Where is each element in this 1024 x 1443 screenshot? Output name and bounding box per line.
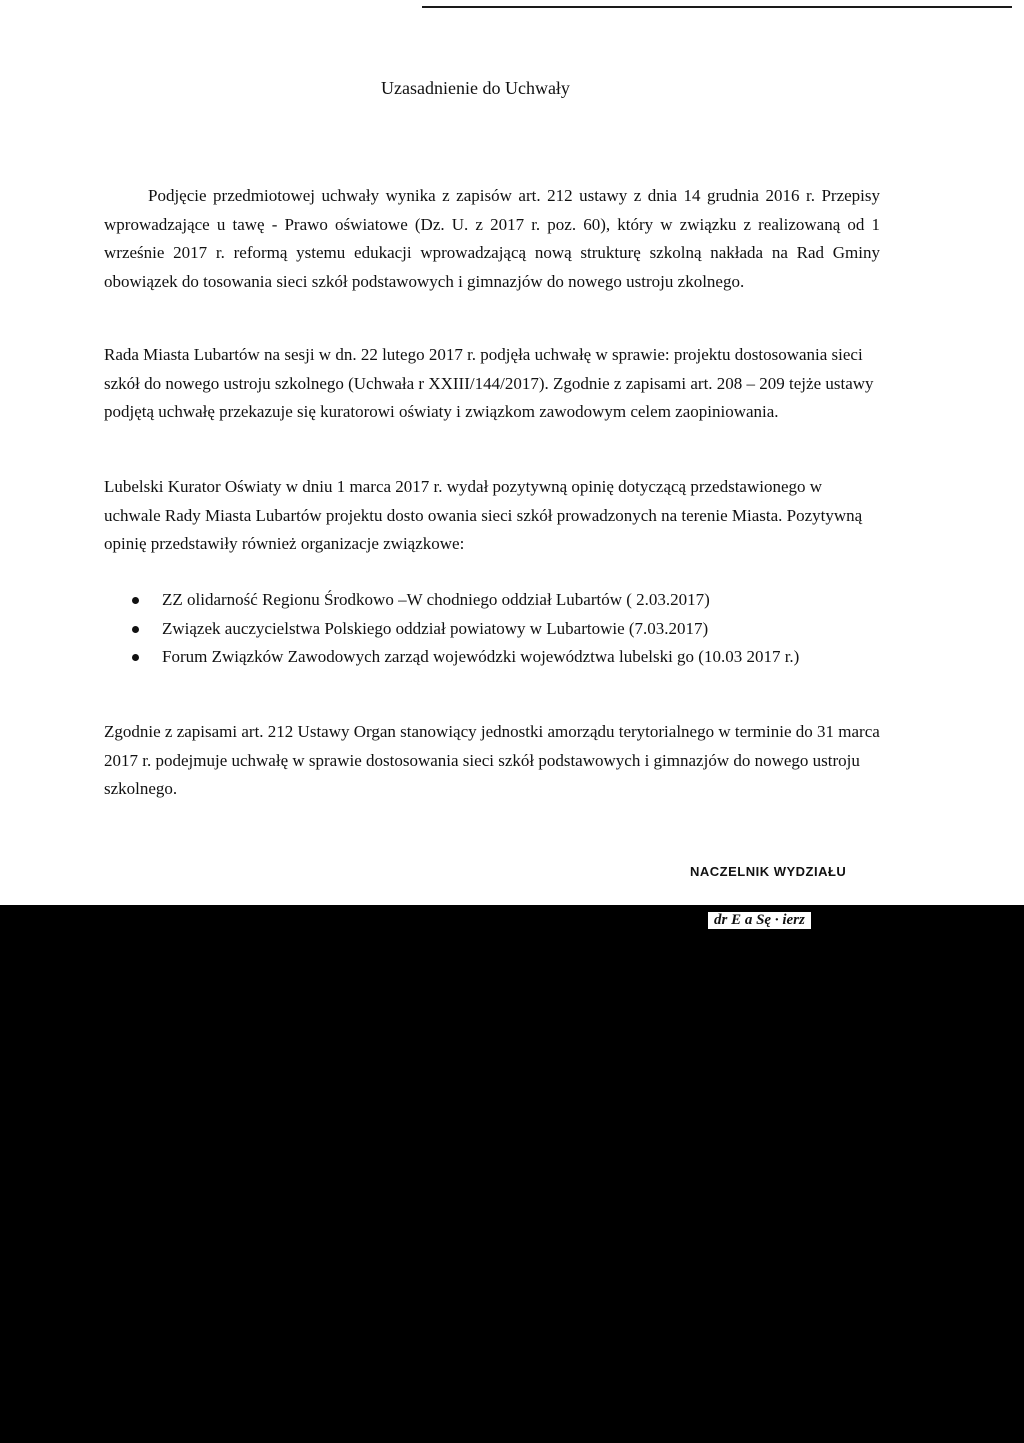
document-title: Uzasadnienie do Uchwały <box>381 78 570 98</box>
top-rule <box>422 6 1012 8</box>
list-item <box>104 615 884 644</box>
list-item-text: Forum Związków Zawodowych zarząd wojewódzki województwa lubelski go (10.03 2017 r.) <box>162 647 800 666</box>
signature: dr E a Sę · ierz <box>708 912 811 929</box>
list-item <box>104 643 884 672</box>
bullet-icon <box>132 597 139 604</box>
list-item-text: ZZ olidarność Regionu Środkowo –W chodniego oddział Lubartów ( 2.03.2017) <box>162 590 710 609</box>
paragraph-intro: Podjęcie przedmiotowej uchwały wynika z zapisów art. 212 ustawy z dnia 14 grudnia 2016 r. Przepisy wprowadzające u tawę - Prawo oświatowe (Dz. U. z 2017 r. poz. 60), który w związku z realizowaną od 1 wrześnie 2017 r. reformą ystemu edukacji wprowadzającą nową strukturę szkolną nakłada na Rad Gminy obowiązek do tosowania sieci szkół podstawowych i gimnazjów do nowego ustroju zkolnego. <box>104 186 880 291</box>
paragraph-curator-opinion: Lubelski Kurator Oświaty w dniu 1 marca 2017 r. wydał pozytywną opinię dotyczącą przedstawionego w uchwale Rady Miasta Lubartów projektu dosto owania sieci szkół prowadzonych na terenie Miasta. Pozytywną opinię przedstawiły również organizacje związkowe: <box>104 477 863 553</box>
paragraph-closing: Zgodnie z zapisami art. 212 Ustawy Organ stanowiący jednostki amorządu terytorialnego w terminie do 31 marca 2017 r. podejmuje uchwałę w sprawie dostosowania sieci szkół podstawowych i gimnazjów do nowego ustroju szkolnego. <box>104 722 880 798</box>
list-item <box>104 586 884 615</box>
paragraph-council-resolution: Rada Miasta Lubartów na sesji w dn. 22 lutego 2017 r. podjęła uchwałę w sprawie: projektu dostosowania sieci szkół do nowego ustroju szkolnego (Uchwała r XXIII/144/2017). Zgodnie z zapisami art. 208 – 209 tejże ustawy podjętą uchwałę przekazuje się kuratorowi oświaty i związkom zawodowym celem zaopiniowania. <box>104 345 874 421</box>
bullet-icon <box>132 626 139 633</box>
bullet-icon <box>132 654 139 661</box>
list-item-text: Związek auczycielstwa Polskiego oddział powiatowy w Lubartowie (7.03.2017) <box>162 618 709 638</box>
union-opinions-list <box>104 586 884 672</box>
signoff-title: NACZELNIK WYDZIAŁU <box>690 864 847 879</box>
